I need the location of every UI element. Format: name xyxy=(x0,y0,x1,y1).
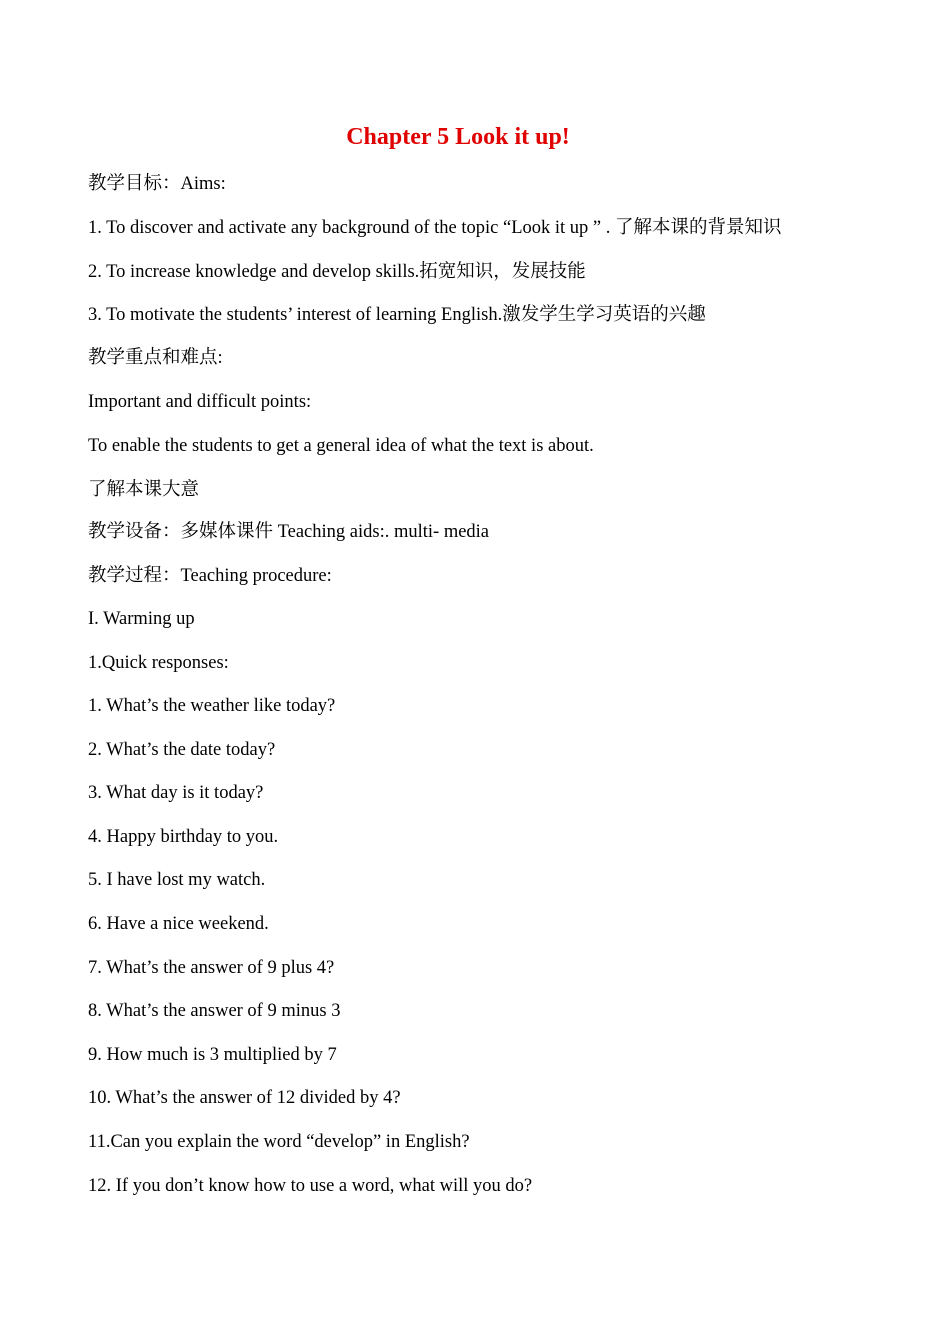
section-warming-up: I. Warming up xyxy=(88,609,195,629)
aim-item-3: 3. To motivate the students’ interest of learning English.激发学生学习英语的兴趣 xyxy=(88,305,706,325)
question-item: 7. What’s the answer of 9 plus 4? xyxy=(88,958,335,978)
question-item: 12. If you don’t know how to use a word, what will you do? xyxy=(88,1176,533,1196)
question-item: 2. What’s the date today? xyxy=(88,740,276,760)
aim-item-2: 2. To increase knowledge and develop skills.拓宽知识，发展技能 xyxy=(88,262,586,282)
quick-responses-heading: 1.Quick responses: xyxy=(88,653,229,673)
question-item: 1. What’s the weather like today? xyxy=(88,696,336,716)
question-item: 5. I have lost my watch. xyxy=(88,870,266,890)
question-item: 9. How much is 3 multiplied by 7 xyxy=(88,1045,337,1065)
key-points-heading: 教学重点和难点: xyxy=(88,348,223,368)
teaching-aids: 教学设备：多媒体课件 Teaching aids:. multi- media xyxy=(88,522,490,542)
question-item: 10. What’s the answer of 12 divided by 4? xyxy=(88,1088,401,1108)
aims-heading: 教学目标：Aims: xyxy=(88,174,226,194)
question-item: 6. Have a nice weekend. xyxy=(88,914,269,934)
document-title: Chapter 5 Look it up! xyxy=(346,124,570,150)
question-item: 11.Can you explain the word “develop” in English? xyxy=(88,1132,470,1152)
question-item: 4. Happy birthday to you. xyxy=(88,827,279,847)
aim-item-1: 1. To discover and activate any background of the topic “Look it up ” . 了解本课的背景知识 xyxy=(88,218,782,238)
key-points-text: To enable the students to get a general idea of what the text is about. xyxy=(88,436,594,456)
key-points-heading-en: Important and difficult points: xyxy=(88,392,312,412)
key-points-text-cn: 了解本课大意 xyxy=(88,480,200,500)
teaching-procedure-heading: 教学过程：Teaching procedure: xyxy=(88,566,332,586)
question-item: 8. What’s the answer of 9 minus 3 xyxy=(88,1001,341,1021)
question-item: 3. What day is it today? xyxy=(88,783,264,803)
